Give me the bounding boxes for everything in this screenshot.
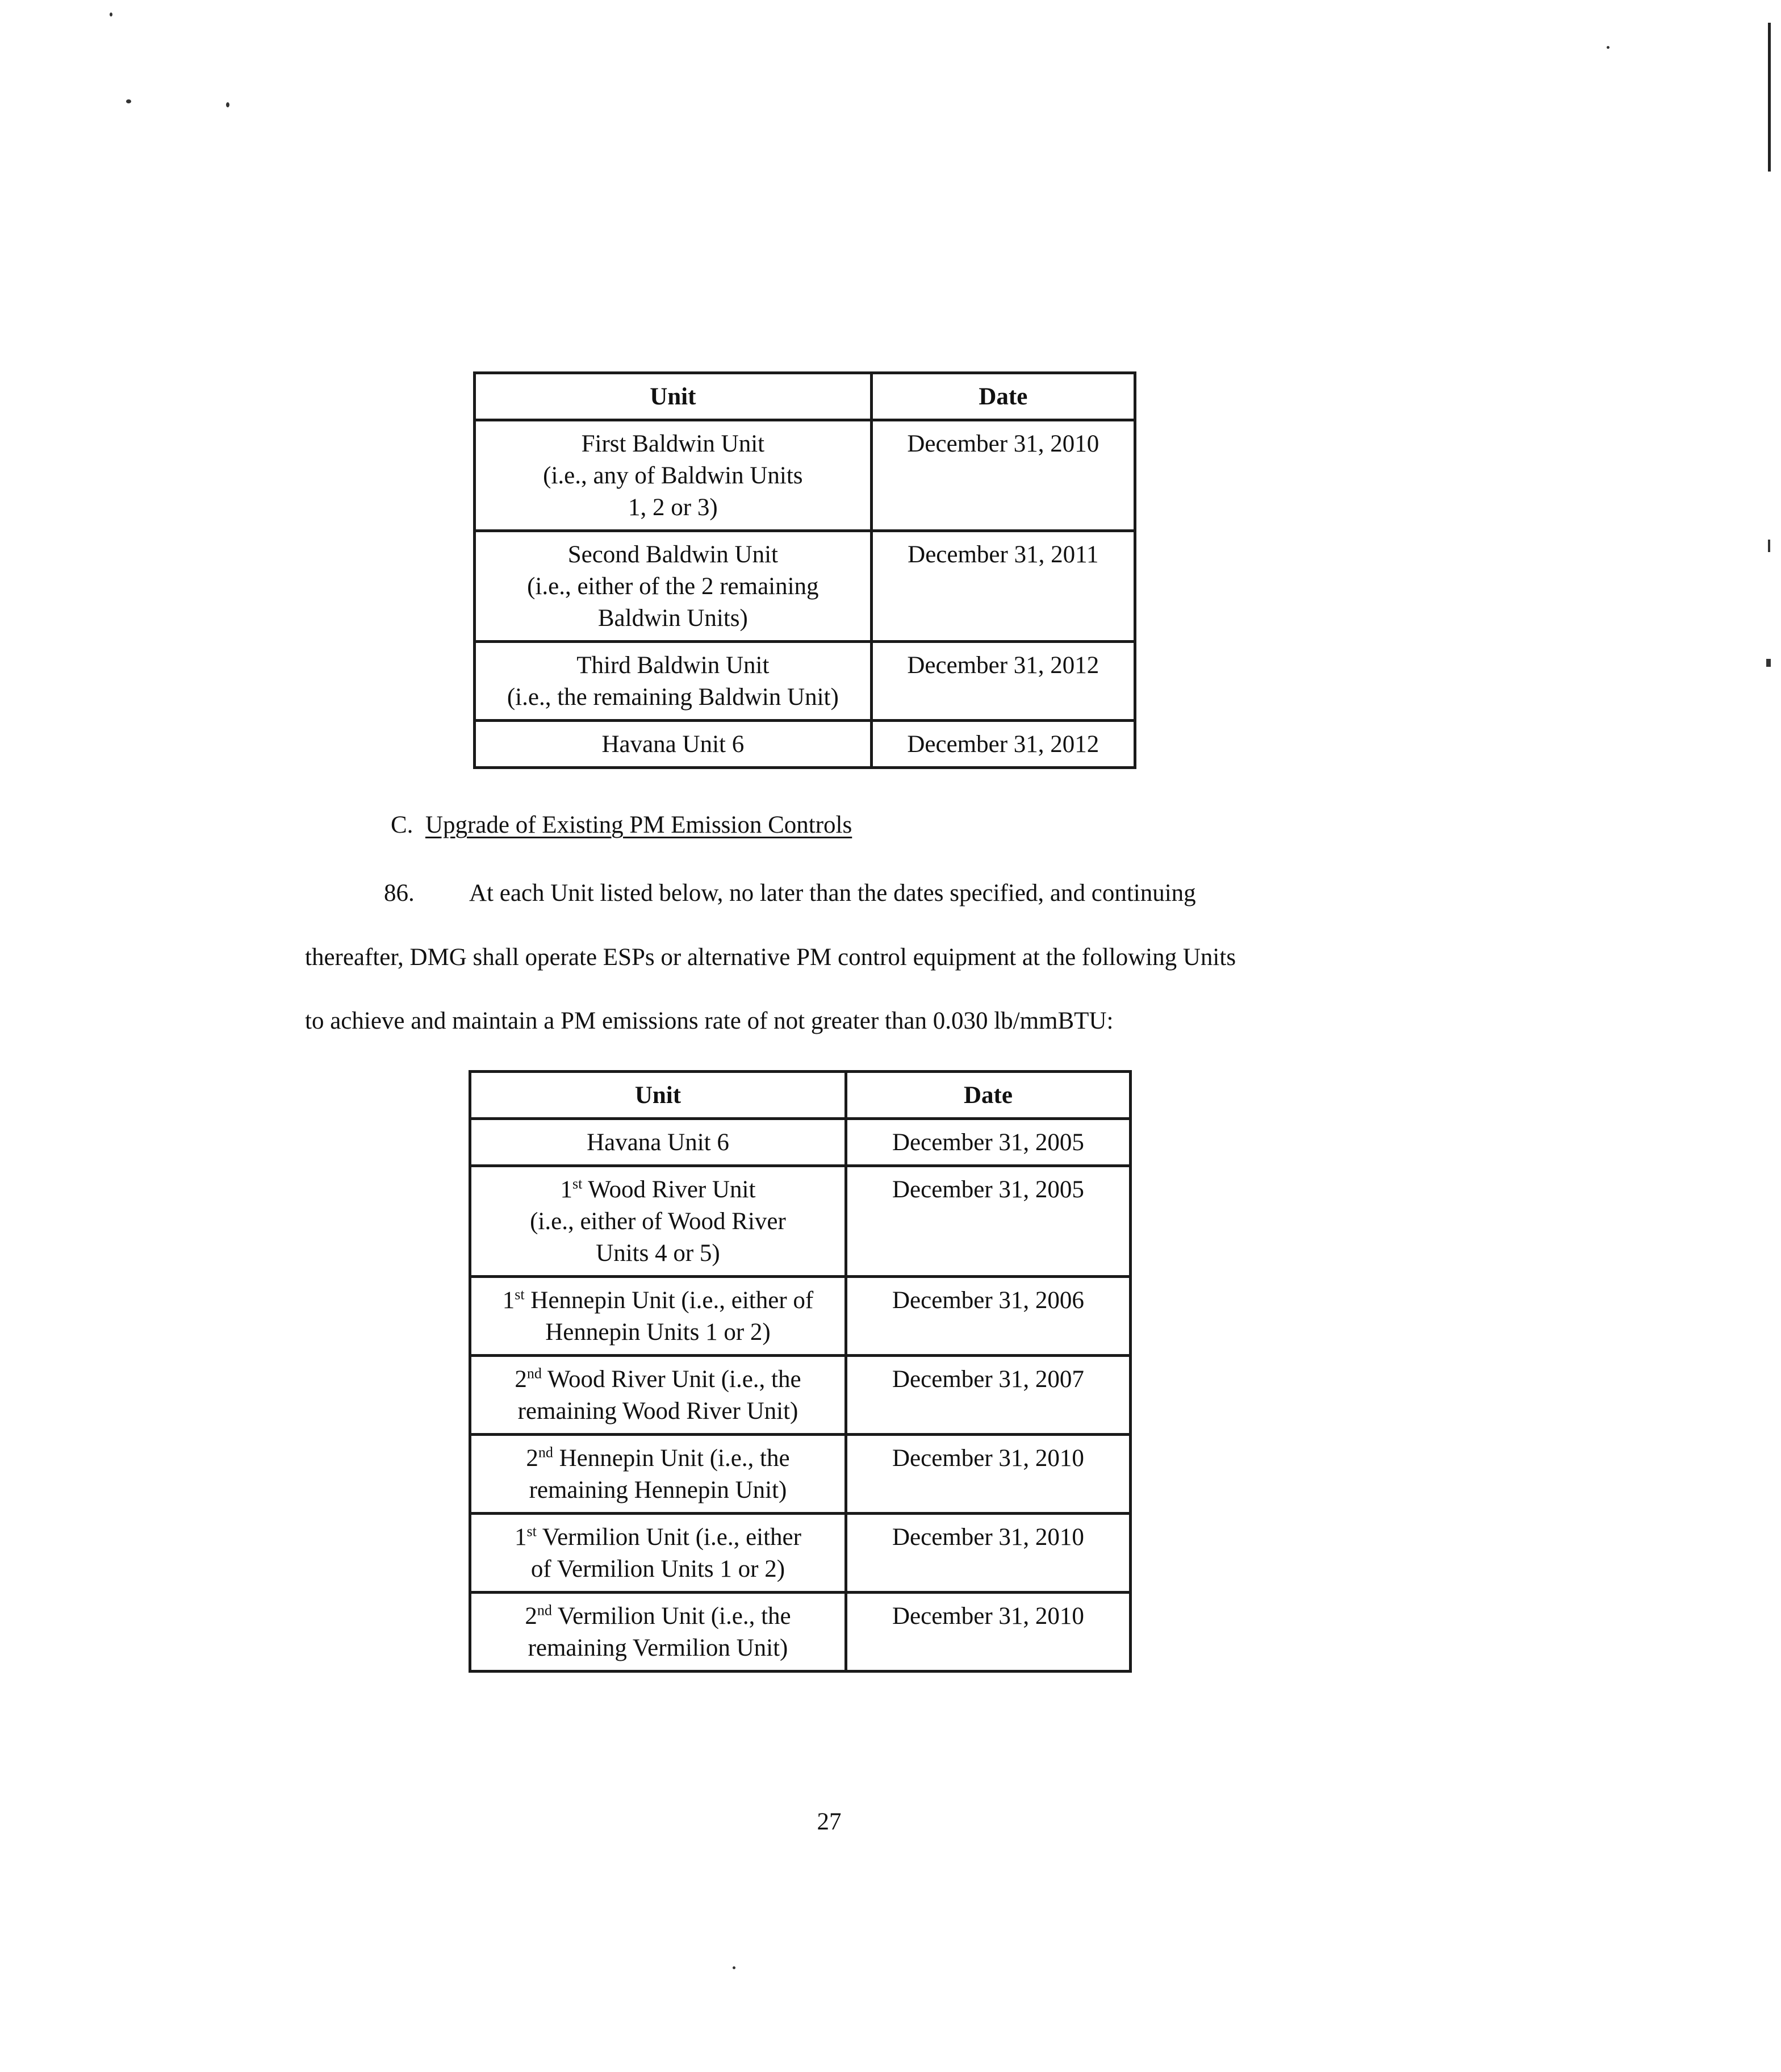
date-cell: December 31, 2006	[846, 1277, 1130, 1356]
unit-line	[480, 1601, 835, 1632]
table-row	[470, 1356, 1131, 1435]
unit-line	[480, 1364, 835, 1396]
unit-cell	[470, 1166, 846, 1277]
table-row	[470, 1593, 1131, 1672]
table-header-row	[470, 1072, 1131, 1119]
unit-column-header: Unit	[470, 1072, 846, 1119]
unit-line	[480, 1317, 835, 1348]
table-row	[470, 1166, 1131, 1277]
unit-text: Hennepin Unit (i.e., either of	[524, 1287, 814, 1314]
unit-cell	[470, 1119, 846, 1166]
page-number: 27	[817, 1808, 842, 1835]
table-header-row	[475, 373, 1135, 420]
unit-line: (i.e., any of Baldwin Units	[543, 462, 803, 489]
scan-speck	[110, 12, 112, 16]
ordinal-suffix: st	[515, 1286, 525, 1303]
date-cell: December 31, 2012	[871, 642, 1135, 721]
unit-line	[480, 1553, 835, 1585]
date-column-header: Date	[871, 373, 1135, 420]
unit-line: (i.e., the remaining Baldwin Unit)	[507, 684, 839, 711]
unit-line	[480, 1522, 835, 1553]
unit-line	[480, 1396, 835, 1427]
unit-line: (i.e., either of the 2 remaining	[527, 573, 819, 600]
unit-cell	[475, 420, 872, 531]
unit-line	[480, 1174, 835, 1206]
unit-line: 1, 2 or 3)	[628, 494, 718, 521]
unit-text: Vermilion Unit (i.e., the	[551, 1603, 791, 1630]
unit-text: Wood River Unit (i.e., the	[541, 1366, 801, 1393]
unit-text: Hennepin Unit (i.e., the	[553, 1445, 790, 1472]
unit-cell	[470, 1435, 846, 1514]
unit-text: 2	[526, 1445, 538, 1472]
unit-text: Havana Unit 6	[587, 1129, 729, 1156]
paragraph-line: to achieve and maintain a PM emissions rate of not greater than 0.030 lb/mmBTU:	[305, 1008, 1114, 1034]
baldwin-havana-table	[473, 371, 1136, 769]
table-row	[470, 1435, 1131, 1514]
unit-text: Vermilion Unit (i.e., either	[536, 1524, 801, 1551]
unit-line: Baldwin Units)	[597, 605, 748, 632]
unit-cell	[470, 1514, 846, 1593]
ordinal-suffix: nd	[526, 1365, 542, 1382]
unit-cell	[470, 1277, 846, 1356]
scan-speck	[1766, 659, 1771, 667]
unit-text: (i.e., either of Wood River	[530, 1208, 786, 1235]
unit-text: 1	[502, 1287, 515, 1314]
date-cell: December 31, 2012	[871, 721, 1135, 768]
unit-line: Havana Unit 6	[601, 731, 745, 758]
table-row	[475, 420, 1135, 531]
table-row	[470, 1277, 1131, 1356]
unit-text: Wood River Unit	[582, 1176, 756, 1203]
ordinal-suffix: st	[526, 1523, 537, 1540]
ordinal-suffix: st	[572, 1175, 583, 1192]
unit-line	[480, 1238, 835, 1269]
paragraph-line: thereafter, DMG shall operate ESPs or alternative PM control equipment at the following Units	[305, 944, 1236, 971]
date-cell: December 31, 2011	[871, 531, 1135, 642]
unit-line: Third Baldwin Unit	[576, 652, 770, 679]
unit-text: remaining Vermilion Unit)	[528, 1635, 788, 1661]
ordinal-suffix: nd	[537, 1602, 552, 1619]
unit-text: remaining Hennepin Unit)	[529, 1477, 787, 1503]
unit-cell	[470, 1356, 846, 1435]
scan-speck	[126, 99, 131, 103]
section-heading	[391, 809, 852, 841]
table-row	[475, 531, 1135, 642]
date-cell: December 31, 2010	[846, 1514, 1130, 1593]
unit-line	[480, 1285, 835, 1317]
unit-text: 2	[515, 1366, 527, 1393]
unit-line	[480, 1474, 835, 1506]
unit-text: 2	[525, 1603, 537, 1630]
section-title: Upgrade of Existing PM Emission Controls	[425, 812, 852, 838]
scan-speck	[733, 1966, 735, 1969]
unit-text: Units 4 or 5)	[596, 1240, 720, 1267]
unit-cell	[475, 642, 872, 721]
scan-edge-line	[1768, 23, 1771, 172]
scan-speck	[1607, 46, 1609, 49]
scan-speck	[1768, 540, 1770, 552]
date-cell: December 31, 2010	[846, 1593, 1130, 1672]
unit-line: Second Baldwin Unit	[567, 541, 778, 568]
table-row	[475, 642, 1135, 721]
table-row	[470, 1514, 1131, 1593]
unit-cell	[475, 721, 872, 768]
unit-line	[480, 1632, 835, 1664]
date-cell: December 31, 2010	[871, 420, 1135, 531]
unit-text: of Vermilion Units 1 or 2)	[530, 1556, 785, 1582]
unit-line	[480, 1443, 835, 1474]
unit-line: First Baldwin Unit	[581, 431, 765, 457]
unit-line	[480, 1127, 835, 1159]
unit-cell	[475, 531, 872, 642]
pm-controls-table	[469, 1070, 1132, 1673]
section-letter: C.	[391, 812, 413, 838]
paragraph-number: 86.	[384, 880, 415, 907]
date-cell: December 31, 2005	[846, 1119, 1130, 1166]
unit-text: 1	[514, 1524, 527, 1551]
paragraph-line: At each Unit listed below, no later than the dates specified, and continuing	[469, 880, 1196, 907]
table-row	[475, 721, 1135, 768]
ordinal-suffix: nd	[538, 1444, 553, 1461]
date-column-header: Date	[846, 1072, 1130, 1119]
scan-speck	[226, 102, 229, 107]
unit-text: 1	[560, 1176, 572, 1203]
unit-line	[480, 1206, 835, 1238]
unit-cell	[470, 1593, 846, 1672]
date-cell: December 31, 2007	[846, 1356, 1130, 1435]
table-row	[470, 1119, 1131, 1166]
unit-text: Hennepin Units 1 or 2)	[545, 1319, 771, 1346]
date-cell: December 31, 2010	[846, 1435, 1130, 1514]
unit-column-header: Unit	[475, 373, 872, 420]
unit-text: remaining Wood River Unit)	[517, 1398, 798, 1424]
date-cell: December 31, 2005	[846, 1166, 1130, 1277]
